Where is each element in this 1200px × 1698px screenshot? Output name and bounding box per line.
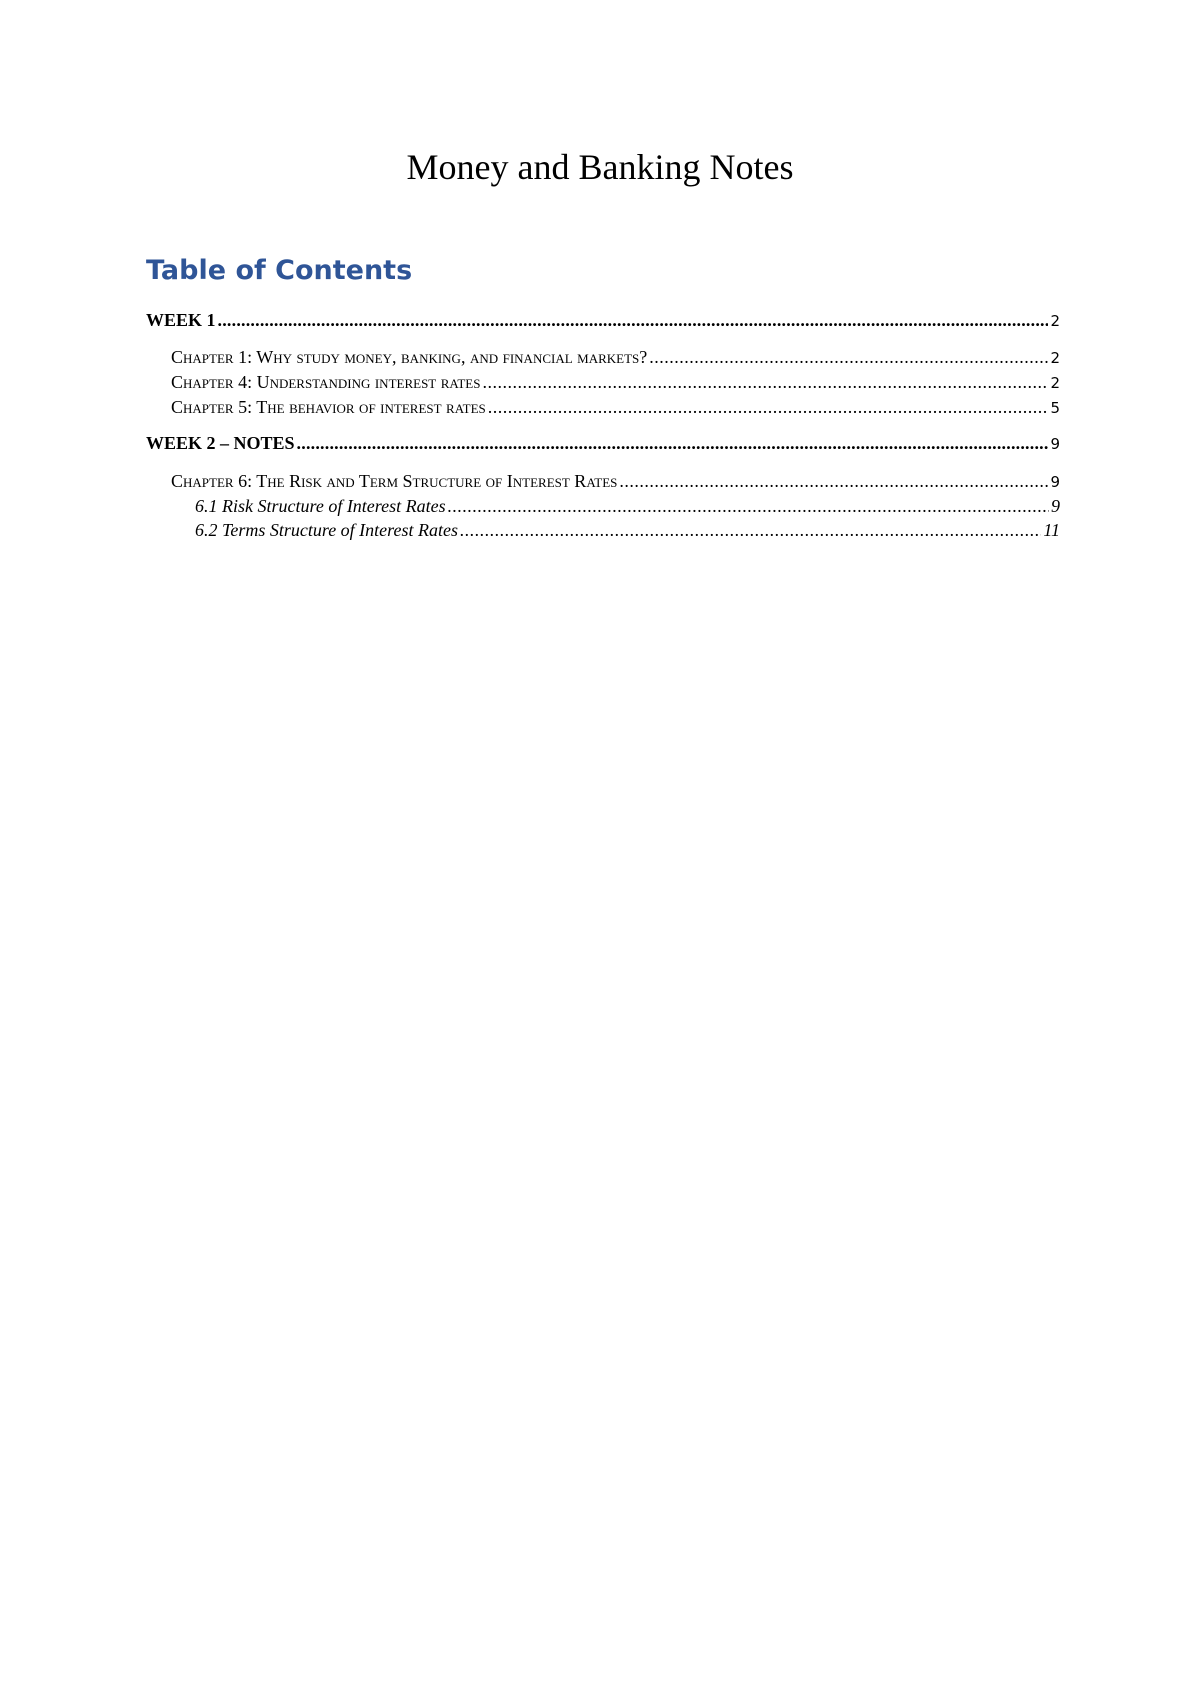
toc-entry-week-2[interactable]: [146, 431, 1060, 456]
toc-page-number: 9: [1051, 496, 1060, 516]
toc-dot-leader: [488, 395, 1049, 419]
toc-entry-section-6-1[interactable]: [146, 494, 1060, 518]
toc-entry-chapter-4[interactable]: [146, 370, 1060, 395]
toc-page-number: 5: [1050, 399, 1060, 417]
toc-entry-chapter-6[interactable]: [146, 469, 1060, 494]
toc-entry-label: WEEK 2 – NOTES: [146, 433, 295, 453]
toc-dot-leader: [448, 494, 1049, 518]
toc-page-number: 9: [1050, 435, 1060, 453]
toc-dot-leader: [619, 469, 1048, 493]
toc-dot-leader: [460, 518, 1041, 542]
toc-entry-chapter-1[interactable]: [146, 345, 1060, 370]
toc-entry-chapter-5[interactable]: [146, 395, 1060, 420]
table-of-contents: [146, 0, 1060, 1698]
toc-entry-week-1[interactable]: [146, 308, 1060, 333]
toc-entry-label: WEEK 1: [146, 310, 216, 330]
toc-dot-leader: [297, 431, 1049, 455]
toc-page-number: 9: [1050, 473, 1060, 491]
document-title: Money and Banking Notes: [406, 147, 794, 187]
toc-entry-section-6-2[interactable]: [146, 518, 1060, 542]
toc-entry-label: 6.1 Risk Structure of Interest Rates: [195, 496, 446, 516]
toc-entry-label: Chapter 5: The behavior of interest rates: [171, 397, 486, 417]
toc-page-number: 2: [1050, 374, 1060, 392]
toc-page-number: 11: [1043, 520, 1060, 540]
toc-entry-label: Chapter 6: The Risk and Term Structure of Interest Rates: [171, 471, 618, 491]
toc-dot-leader: [649, 345, 1048, 369]
toc-entry-label: Chapter 1: Why study money, banking, and financial markets?: [171, 347, 648, 367]
toc-dot-leader: [482, 370, 1048, 394]
toc-entry-label: 6.2 Terms Structure of Interest Rates: [195, 520, 458, 540]
toc-entry-label: Chapter 4: Understanding interest rates: [171, 372, 481, 392]
toc-page-number: 2: [1050, 349, 1060, 367]
toc-page-number: 2: [1050, 312, 1060, 330]
toc-heading: Table of Contents: [146, 255, 413, 286]
toc-dot-leader: [218, 308, 1049, 332]
